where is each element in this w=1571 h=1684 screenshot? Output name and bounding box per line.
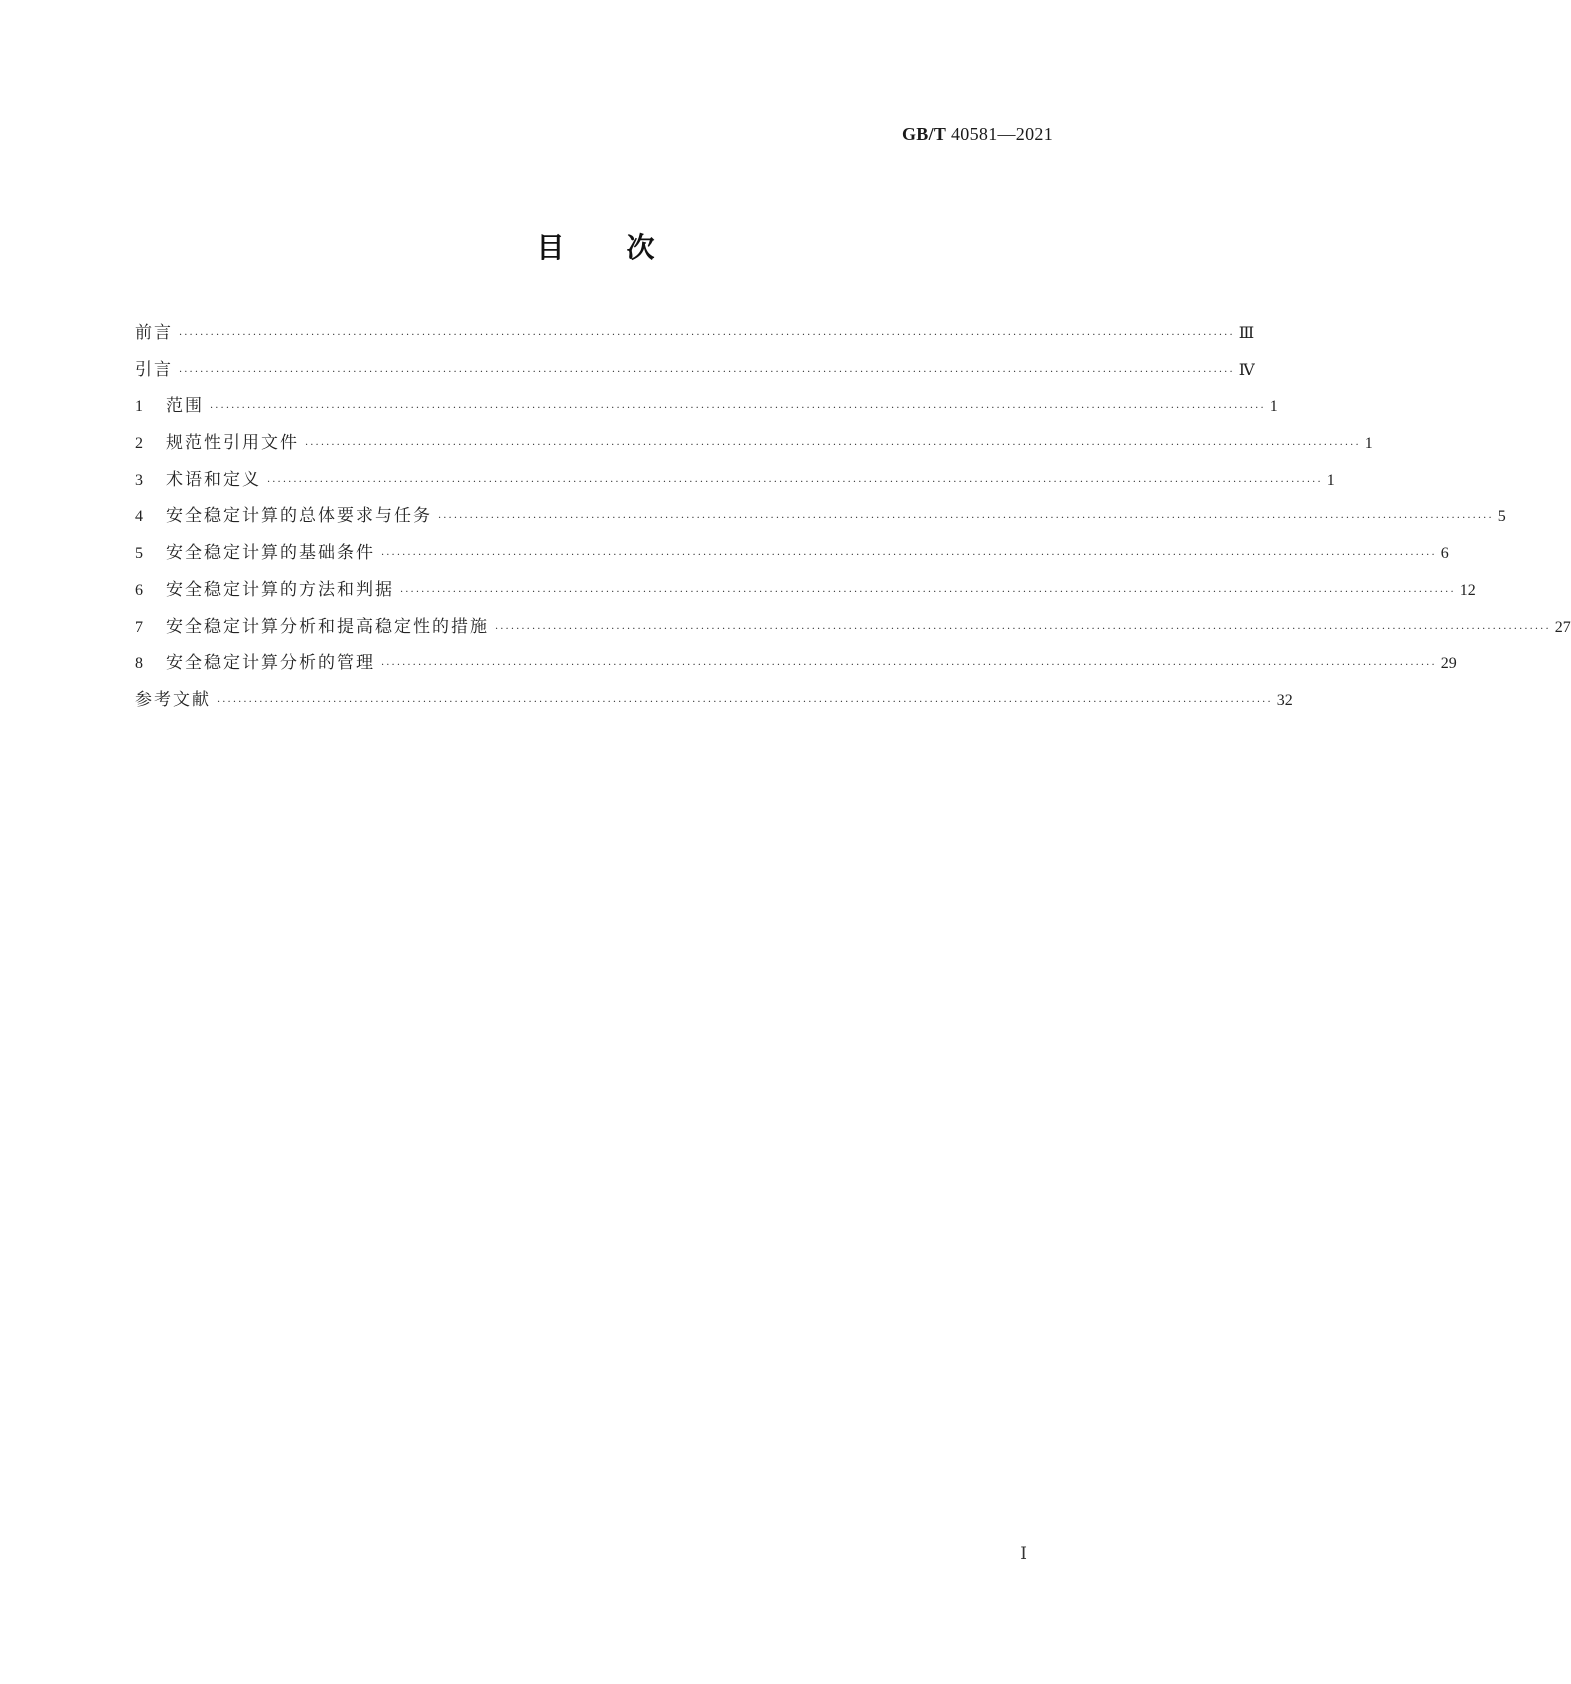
toc-entry-page: 1 [1326,471,1335,489]
toc-entry-title: 引言 [135,359,173,380]
toc-entry-page: 1 [1364,435,1373,453]
dot-leader: ········································································································································································································ [267,476,1323,488]
standard-code [902,124,1053,145]
dot-leader: ········································································································································································································ [381,550,1437,562]
dot-leader: ········································································································································································································ [438,513,1494,525]
toc-entry-page: 1 [1269,398,1278,416]
dot-leader: ········································································································································································································ [217,696,1273,708]
table-of-contents [135,322,1571,726]
toc-entry-title: 前言 [135,323,173,343]
toc-entry-scope[interactable] [135,395,1278,432]
toc-entry-preface[interactable] [135,322,1255,359]
toc-title-char-2: 次 [626,231,655,264]
dot-leader: ········································································································································································································ [305,440,1361,452]
toc-title-char-1: 目 [536,231,565,264]
dot-leader: ········································································································································································································ [381,660,1437,672]
dot-leader: ········································································································································································································ [179,330,1235,341]
toc-entry-title: 安全稳定计算的方法和判据 [166,579,394,600]
toc-entry-title: 安全稳定计算的总体要求与任务 [166,506,432,527]
toc-entry-page: Ⅳ [1238,361,1255,379]
toc-entry-title: 安全稳定计算的基础条件 [166,543,375,564]
toc-entry-title: 范围 [166,396,204,417]
toc-entry-number: 1 [135,398,143,416]
toc-title [0,226,1191,266]
toc-entry-number: 3 [135,471,143,489]
toc-entry-number: 7 [135,618,143,636]
dot-leader: ········································································································································································································ [210,403,1266,415]
standard-number: 40581—2021 [951,124,1053,144]
toc-entry-general-requirements[interactable] [135,505,1506,542]
toc-entry-page: Ⅲ [1238,325,1255,342]
toc-entry-title: 参考文献 [135,689,211,710]
standard-prefix: GB/T [901,124,947,144]
toc-entry-number: 5 [135,545,143,563]
toc-entry-terms-definitions[interactable] [135,469,1335,506]
toc-entry-number: 8 [135,655,143,673]
dot-leader: ········································································································································································································ [495,623,1551,635]
toc-entry-page: 12 [1459,581,1476,599]
toc-entry-page: 6 [1440,545,1449,563]
toc-entry-management[interactable] [135,652,1457,689]
page-number: Ⅰ [1020,1544,1027,1563]
toc-entry-introduction[interactable] [135,359,1255,396]
toc-entry-normative-references[interactable] [135,432,1373,469]
toc-entry-title: 术语和定义 [166,469,261,490]
toc-entry-number: 6 [135,581,143,599]
toc-entry-stability-measures[interactable] [135,616,1571,653]
toc-entry-page: 5 [1497,508,1506,526]
toc-entry-page: 32 [1276,691,1293,709]
toc-entry-title: 安全稳定计算分析和提高稳定性的措施 [166,616,489,637]
toc-entry-title: 规范性引用文件 [166,433,299,454]
toc-entry-page: 29 [1440,655,1457,673]
toc-entry-number: 4 [135,508,143,526]
dot-leader: ········································································································································································································ [179,366,1235,378]
toc-entry-methods-criteria[interactable] [135,579,1476,616]
toc-entry-page: 27 [1554,618,1571,636]
toc-entry-basic-conditions[interactable] [135,542,1449,579]
dot-leader: ········································································································································································································ [400,586,1456,598]
toc-entry-bibliography[interactable] [135,689,1293,726]
toc-entry-number: 2 [135,435,143,453]
toc-entry-title: 安全稳定计算分析的管理 [166,653,375,674]
